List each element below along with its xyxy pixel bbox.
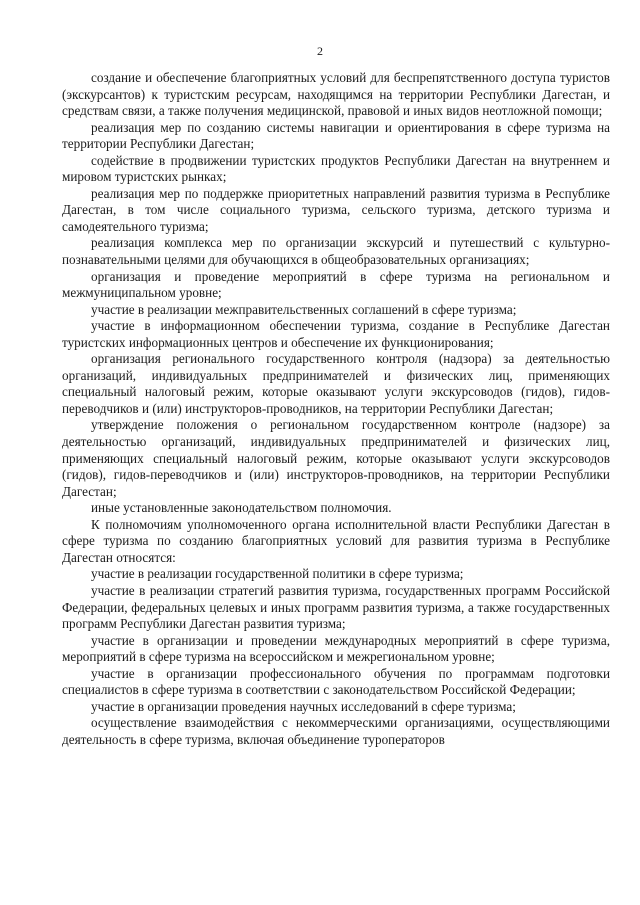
- paragraph: организация и проведение мероприятий в сфере туризма на региональном и межмуниципальном уровне;: [62, 268, 610, 301]
- page-number: 2: [317, 44, 323, 58]
- paragraph: К полномочиям уполномоченного органа исполнительной власти Республики Дагестан в сфере туризма по созданию благоприятных условий для развития туризма в Республике Дагестан относятся:: [62, 516, 610, 565]
- paragraph: участие в организации проведения научных исследований в сфере туризма;: [91, 698, 516, 714]
- paragraph: участие в организации профессионального обучения по программам подготовки специалистов в сфере туризма в соответствии с законодательством Российской Федерации;: [62, 665, 610, 698]
- paragraph: реализация мер по поддержке приоритетных направлений развития туризма в Республике Дагестан, в том числе социального туризма, сельского туризма, детского туризма и самодеятельного туризма;: [62, 185, 610, 234]
- paragraph: участие в организации и проведении международных мероприятий в сфере туризма, мероприятий в сфере туризма на всероссийском и межрегиональном уровне;: [62, 632, 610, 665]
- document-body: [62, 70, 610, 748]
- paragraph: создание и обеспечение благоприятных условий для беспрепятственного доступа туристов (экскурсантов) к туристским ресурсам, находящимся на территории Республики Дагестан, и средствам связи, а также получения медицинской, правовой и иных видов неотложной помощи;: [62, 70, 610, 119]
- paragraph: участие в информационном обеспечении туризма, создание в Республике Дагестан туристских информационных центров и обеспечение их функционирования;: [62, 318, 610, 350]
- paragraph: содействие в продвижении туристских продуктов Республики Дагестан на внутреннем и мировом туристских рынках;: [62, 152, 610, 185]
- paragraph: участие в реализации межправительственных соглашений в сфере туризма;: [91, 301, 517, 317]
- paragraph: участие в реализации государственной политики в сфере туризма;: [91, 566, 464, 582]
- paragraph: осуществление взаимодействия с некоммерческими организациями, осуществляющими деятельность в сфере туризма, включая объединение туроператоров: [62, 715, 610, 747]
- paragraph: участие в реализации стратегий развития туризма, государственных программ Российской Федерации, федеральных целевых и иных программ развития туризма, а также государственных программ Республики Дагестан развития туризма;: [62, 582, 610, 632]
- paragraph: реализация мер по созданию системы навигации и ориентирования в сфере туризма на территории Республики Дагестан;: [62, 119, 610, 152]
- paragraph: реализация комплекса мер по организации экскурсий и путешествий с культурно-познавательными целями для обучающихся в общеобразовательных организациях;: [62, 235, 610, 268]
- paragraph: иные установленные законодательством полномочия.: [91, 500, 392, 516]
- paragraph: организация регионального государственного контроля (надзора) за деятельностью организаций, индивидуальных предпринимателей и физических лиц, применяющих специальный налоговый режим, которые оказывают услуги экскурсоводов (гидов), гидов-переводчиков и (или) инструкторов-проводников, на территории Республики Дагестан;: [62, 351, 610, 416]
- paragraph: утверждение положения о региональном государственном контроле (надзоре) за деятельностью организаций, индивидуальных предпринимателей и физических лиц, применяющих специальный налоговый режим, которые оказывают услуги экскурсоводов (гидов), гидов-переводчиков и (или) инструкторов-проводников, на территории Республики Дагестан;: [62, 417, 610, 499]
